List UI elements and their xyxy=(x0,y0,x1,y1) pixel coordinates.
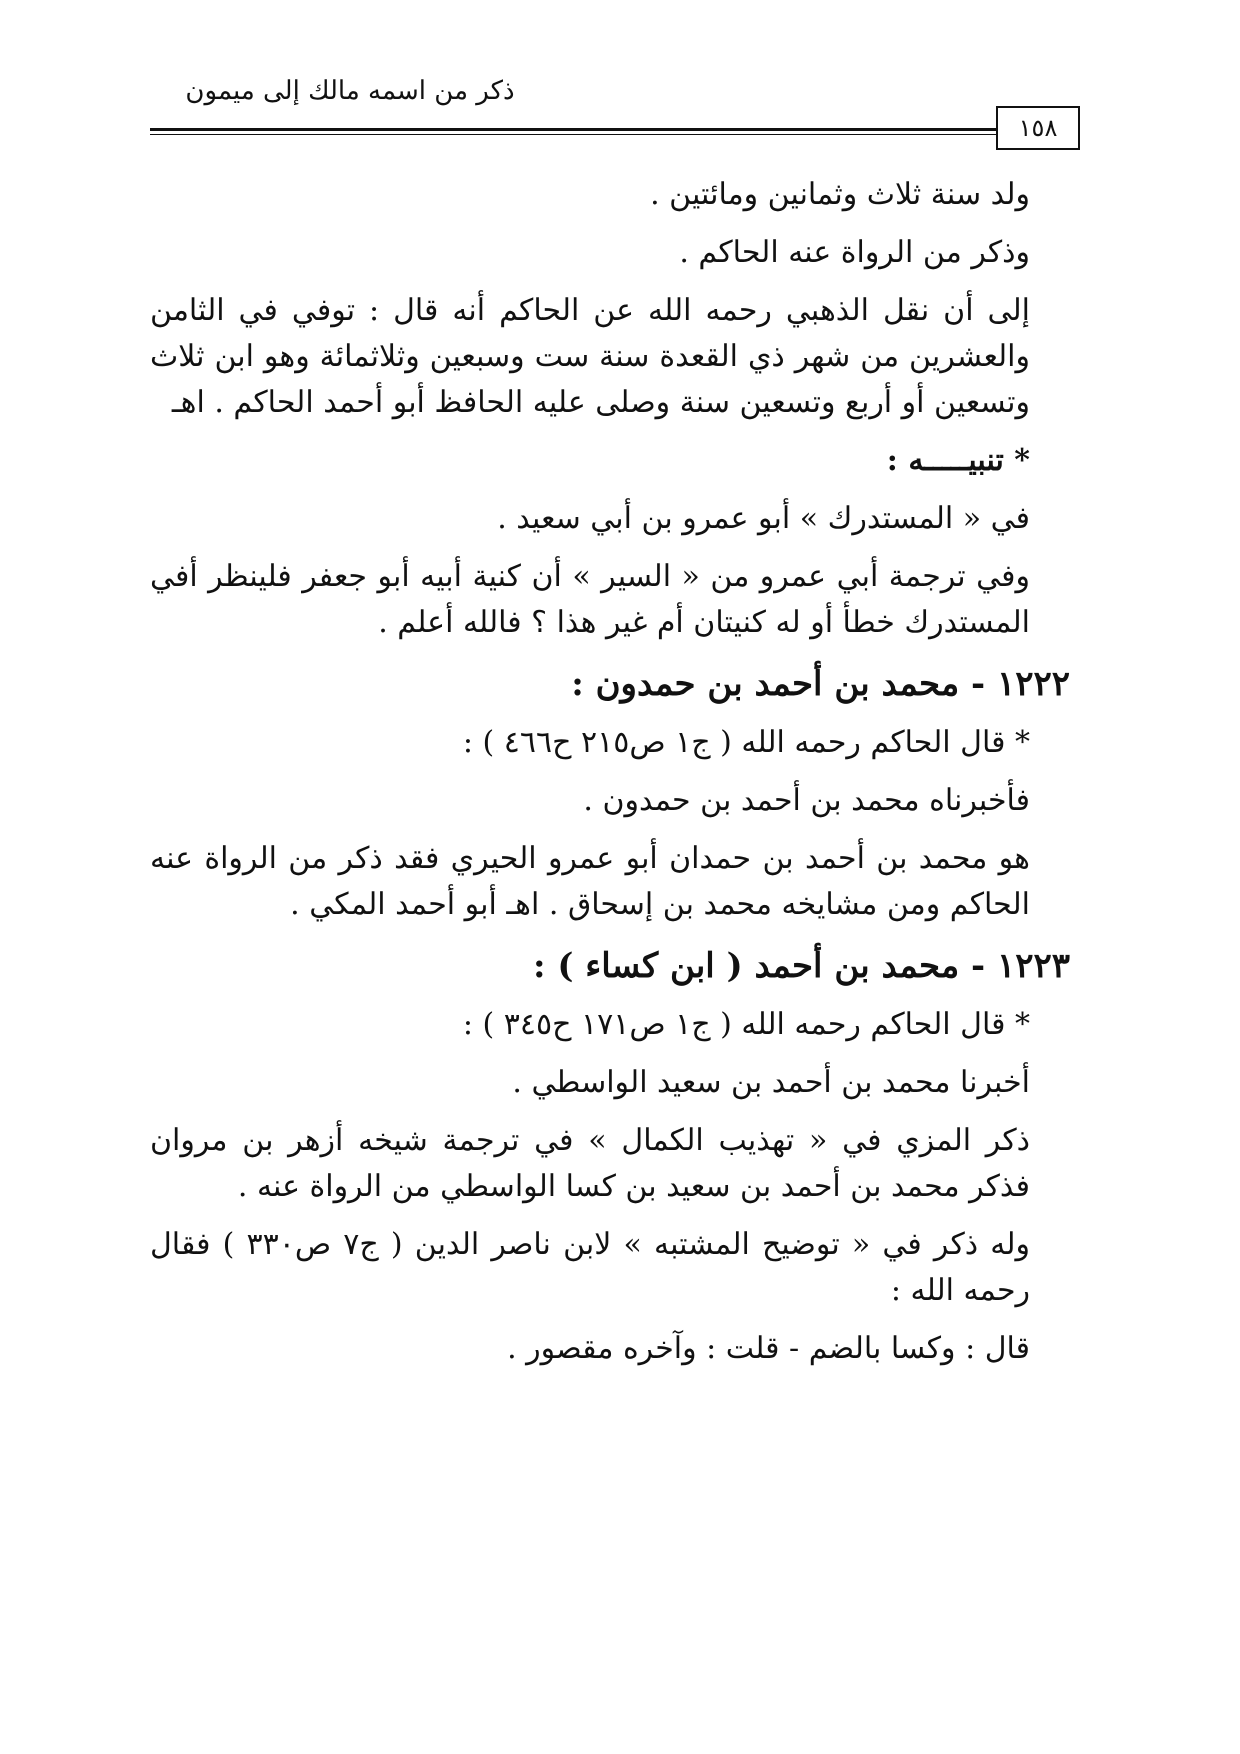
note-heading: * تنبيـــــه : xyxy=(886,443,1030,478)
running-title: ذكر من اسمه مالك إلى ميمون xyxy=(185,76,515,106)
entry-heading-1223: ١٢٢٣ - محمد بن أحمد ( ابن كساء ) : xyxy=(532,946,1070,986)
paragraph: أخبرنا محمد بن أحمد بن سعيد الواسطي . xyxy=(512,1065,1030,1100)
paragraph: وذكر من الرواة عنه الحاكم . xyxy=(679,235,1030,270)
citation-line: * قال الحاكم رحمه الله ( ج١ ص٢١٥ ح٤٦٦ ) : xyxy=(462,725,1030,760)
paragraph: فأخبرناه محمد بن أحمد بن حمدون . xyxy=(583,783,1030,818)
page-number: ١٥٨ xyxy=(996,106,1080,150)
paragraph: وفي ترجمة أبي عمرو من « السير » أن كنية أبيه أبو جعفر فلينظر أفي المستدرك خطأ أو له كنيتان أم غير هذا ؟ فالله أعلم . xyxy=(150,559,1030,640)
paragraph: قال : وكسا بالضم - قلت : وآخره مقصور . xyxy=(507,1331,1030,1366)
citation-line: * قال الحاكم رحمه الله ( ج١ ص١٧١ ح٣٤٥ ) : xyxy=(462,1007,1030,1042)
paragraph: في « المستدرك » أبو عمرو بن أبي سعيد . xyxy=(497,501,1030,536)
entry-heading-1222: ١٢٢٢ - محمد بن أحمد بن حمدون : xyxy=(571,664,1070,704)
page-header xyxy=(150,70,1090,142)
page-body xyxy=(150,172,1070,1384)
paragraph: وله ذكر في « توضيح المشتبه » لابن ناصر الدين ( ج٧ ص٣٣٠ ) فقال رحمه الله : xyxy=(150,1227,1030,1308)
header-rule-thin xyxy=(150,134,998,135)
paragraph: إلى أن نقل الذهبي رحمه الله عن الحاكم أنه قال : توفي في الثامن والعشرين من شهر ذي القعدة سنة ست وسبعين وثلاثمائة وهو ابن ثلاث وتسعين أو أربع وتسعين سنة وصلى عليه الحافظ أبو أحمد الحاكم . اهـ xyxy=(150,293,1030,420)
paragraph: ذكر المزي في « تهذيب الكمال » في ترجمة شيخه أزهر بن مروان فذكر محمد بن أحمد بن سعيد بن كسا الواسطي من الرواة عنه . xyxy=(150,1123,1030,1204)
header-rule-thick xyxy=(150,128,998,131)
paragraph: ولد سنة ثلاث وثمانين ومائتين . xyxy=(650,177,1030,212)
paragraph: هو محمد بن أحمد بن حمدان أبو عمرو الحيري فقد ذكر من الرواة عنه الحاكم ومن مشايخه محمد بن إسحاق . اهـ أبو أحمد المكي . xyxy=(150,841,1030,922)
